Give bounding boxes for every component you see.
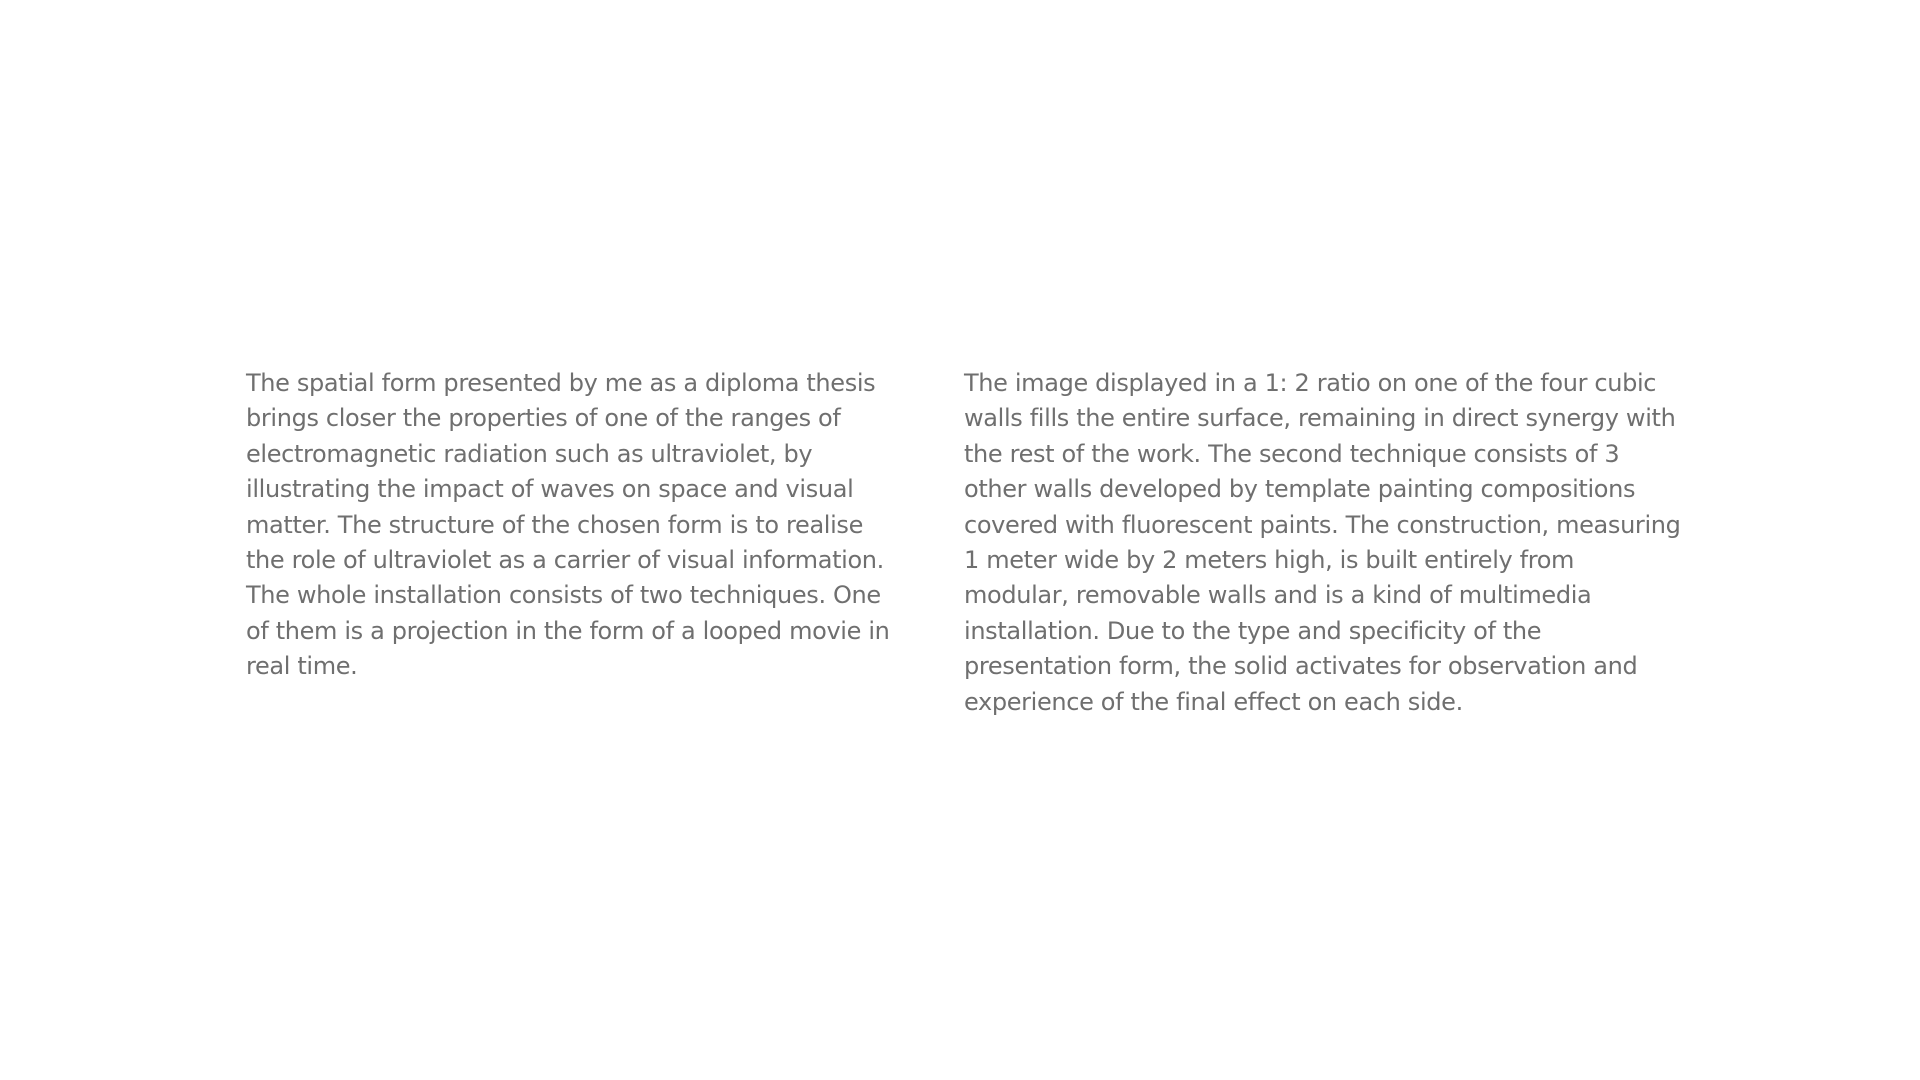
right-text-column: The image displayed in a 1: 2 ratio on one of the four cubic walls fills the entire surface, remaining in direct synergy with the rest of the work. The second technique consists of 3 other walls developed by template painting compositions covered with fluorescent paints. The construction, measuring 1 meter wide by 2 meters high, is built entirely from modular, removable walls and is a kind of multimedia installation. Due to the type and specificity of the presentation form, the solid activates for observation and experience of the final effect on each side. <box>964 369 1681 716</box>
left-text-column: The spatial form presented by me as a diploma thesis brings closer the properties of one of the ranges of electromagnetic radiation such as ultraviolet, by illustrating the impact of waves on space and visual matter. The structure of the chosen form is to realise the role of ultraviolet as a carrier of visual information. The whole installation consists of two techniques. One of them is a projection in the form of a looped movie in real time. <box>246 369 890 681</box>
